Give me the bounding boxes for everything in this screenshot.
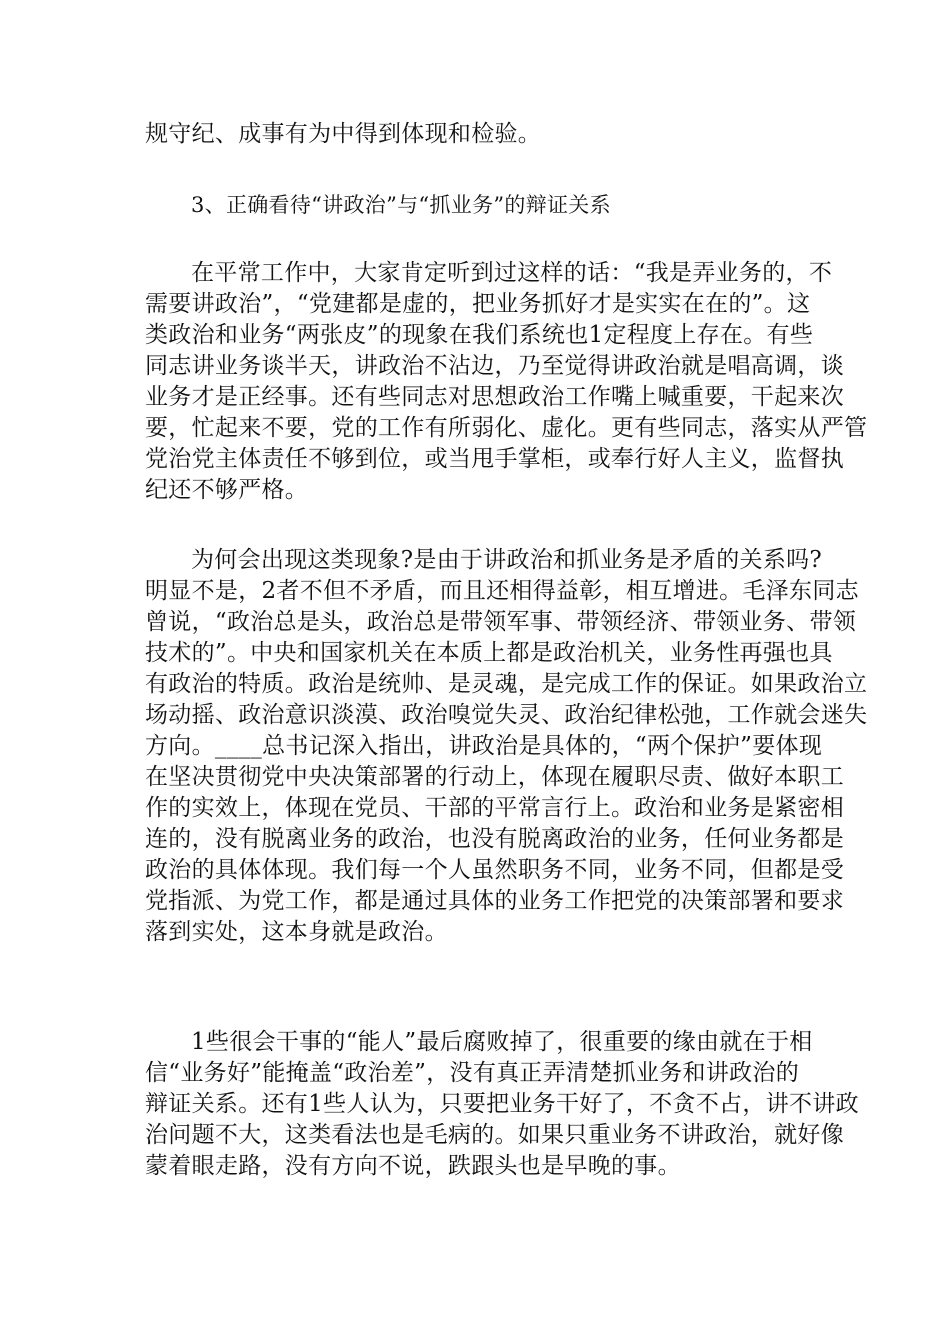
paragraph-2-line-9: 作的实效上，体现在党员、干部的平常言行上。政治和业务是紧密相 — [145, 795, 844, 821]
paragraph-2-line-11: 政治的具体体现。我们每一个人虽然职务不同，业务不同，但都是受 — [145, 857, 844, 883]
paragraph-1-line-1: 在平常工作中，大家肯定听到过这样的话：“我是弄业务的，不 — [191, 260, 833, 286]
paragraph-3-line-4: 治问题不大，这类看法也是毛病的。如果只重业务不讲政治，就好像 — [145, 1122, 844, 1148]
paragraph-1-line-8: 纪还不够严格。 — [145, 477, 309, 503]
paragraph-2-line-4: 技术的”。中央和国家机关在本质上都是政治机关，业务性再强也具 — [145, 640, 833, 666]
paragraph-2-line-6: 场动摇、政治意识淡漠、政治嗅觉失灵、政治纪律松弛，工作就会迷失 — [145, 702, 868, 728]
paragraph-2-line-13: 落到实处，这本身就是政治。 — [145, 919, 448, 945]
paragraph-1-line-7: 党治党主体责任不够到位，或当甩手掌柜，或奉行好人主义，监督执 — [145, 446, 844, 472]
text-line-continuation: 规守纪、成事有为中得到体现和检验。 — [145, 121, 542, 147]
paragraph-2-line-3: 曾说，“政治总是头，政治总是带领军事、带领经济、带领业务、带领 — [145, 609, 857, 635]
paragraph-2-line-5: 有政治的特质。政治是统帅、是灵魂，是完成工作的保证。如果政治立 — [145, 671, 868, 697]
paragraph-3-line-1: 1些很会干事的“能人”最后腐败掉了，很重要的缘由就在于相 — [191, 1029, 813, 1055]
paragraph-2-line-12: 党指派、为党工作，都是通过具体的业务工作把党的决策部署和要求 — [145, 888, 844, 914]
paragraph-2-line-7: 方向。____总书记深入指出，讲政治是具体的，“两个保护”要体现 — [145, 733, 823, 759]
section-heading: 3、正确看待“讲政治”与“抓业务”的辩证关系 — [191, 193, 611, 217]
paragraph-2-line-10: 连的，没有脱离业务的政治，也没有脱离政治的业务，任何业务都是 — [145, 826, 844, 852]
paragraph-3-line-2: 信“业务好”能掩盖“政治差”，没有真正弄清楚抓业务和讲政治的 — [145, 1060, 800, 1086]
paragraph-1-line-4: 同志讲业务谈半天，讲政治不沾边，乃至觉得讲政治就是唱高调，谈 — [145, 353, 844, 379]
paragraph-2-line-1: 为何会出现这类现象?是由于讲政治和抓业务是矛盾的关系吗? — [191, 547, 823, 573]
paragraph-1-line-2: 需要讲政治”，“党建都是虚的，把业务抓好才是实实在在的”。这 — [145, 291, 811, 317]
paragraph-1-line-6: 要，忙起来不要，党的工作有所弱化、虚化。更有些同志，落实从严管 — [145, 415, 868, 441]
paragraph-1-line-5: 业务才是正经事。还有些同志对思想政治工作嘴上喊重要，干起来次 — [145, 384, 844, 410]
paragraph-3-line-3: 辩证关系。还有1些人认为，只要把业务干好了，不贪不占，讲不讲政 — [145, 1091, 859, 1117]
paragraph-3-line-5: 蒙着眼走路，没有方向不说，跌跟头也是早晚的事。 — [145, 1153, 681, 1179]
paragraph-1-line-3: 类政治和业务“两张皮”的现象在我们系统也1定程度上存在。有些 — [145, 322, 814, 348]
paragraph-2-line-8: 在坚决贯彻党中央决策部署的行动上，体现在履职尽责、做好本职工 — [145, 764, 844, 790]
paragraph-2-line-2: 明显不是，2者不但不矛盾，而且还相得益彰，相互增进。毛泽东同志 — [145, 578, 859, 604]
